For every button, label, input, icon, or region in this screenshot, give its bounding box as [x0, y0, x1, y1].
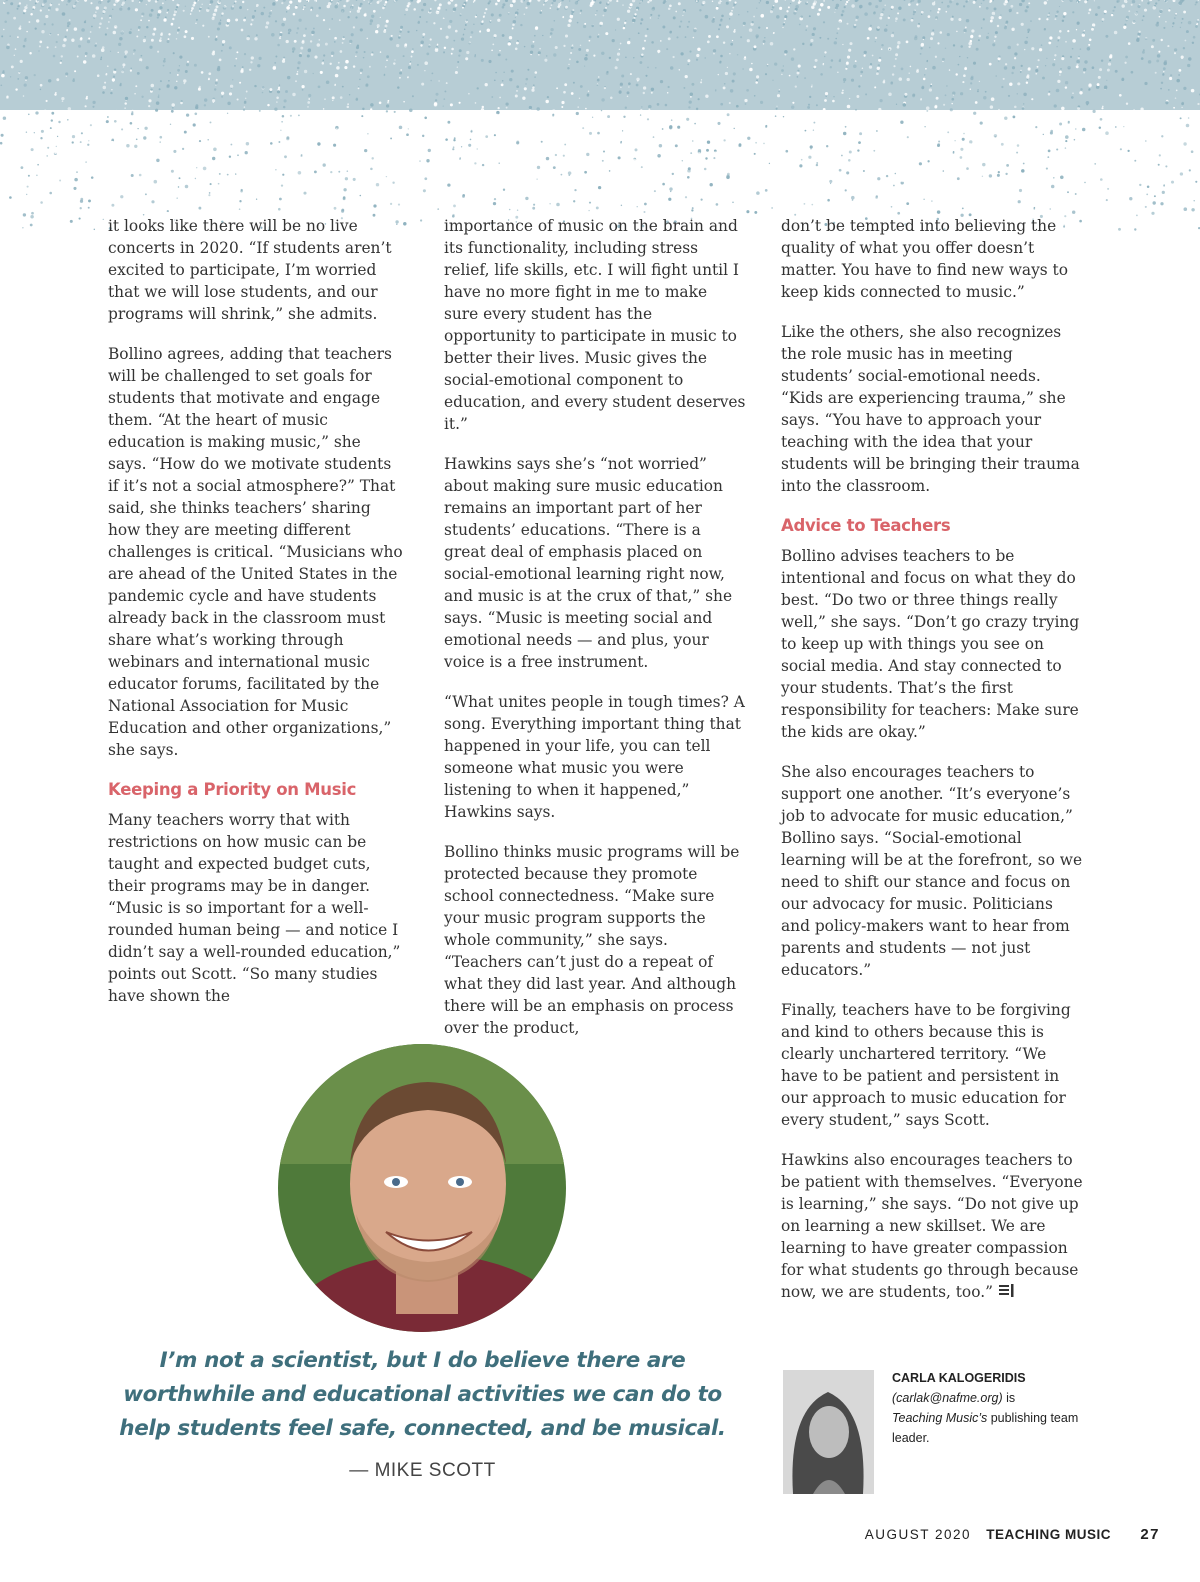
author-photo [783, 1370, 874, 1494]
pull-quote: I’m not a scientist, but I do believe there are worthwhile and educational activities we can do to help students feel safe, connected, and be musical. [119, 1348, 726, 1441]
page-number: 27 [1140, 1526, 1160, 1543]
paragraph: it looks like there will be no live concerts in 2020. “If students aren’t excited to participate, I’m worried that we will lose students, and our programs will shrink,” she admits. [108, 217, 392, 323]
paragraph: don’t be tempted into believing the quality of what you offer doesn’t matter. You have to find new ways to keep kids connected to music.” [781, 217, 1069, 301]
paragraph: Finally, teachers have to be forgiving and kind to others because this is clearly unchartered territory. “We have to be patient and persistent in our approach to music education for every student,” says Scott. [781, 1001, 1071, 1129]
paragraph: Many teachers worry that with restrictions on how music can be taught and expected budget cuts, their programs may be in danger. “Music is so important for a well-rounded human being — and notice I didn’t say a well-rounded education,” points out Scott. “So many studies have shown the [108, 811, 401, 1005]
section-heading-advice: Advice to Teachers [781, 516, 951, 535]
article-column-2 [444, 215, 746, 1057]
author-role: publishing team leader. [892, 1411, 1079, 1445]
section-heading-priority: Keeping a Priority on Music [108, 780, 357, 799]
author-name: CARLA KALOGERIDIS [892, 1371, 1026, 1385]
author-bio [892, 1368, 1092, 1448]
paragraph: importance of music on the brain and its functionality, including stress relief, life skills, etc. I will fight until I have no more fight in me to make sure every student has the opportunity to participate in music to better their lives. Music gives the social-emotional component to education, and every student deserves it.” [444, 217, 746, 433]
paragraph: Bollino advises teachers to be intentional and focus on what they do best. “Do two or three things really well,” she says. “Don’t go crazy trying to keep up with things you see on social media. And stay connected to your students. That’s the first responsibility for teachers: Make sure the kids are okay.” [781, 547, 1080, 741]
paragraph: Hawkins says she’s “not worried” about making sure music education remains an important part of her students’ educations. “There is a great deal of emphasis placed on social-emotional learning right now, and music is at the crux of that,” she says. “Music is meeting social and emotional needs — and plus, your voice is a free instrument. [444, 455, 733, 671]
paragraph-final [781, 1149, 1083, 1304]
paragraph-text: Hawkins also encourages teachers to be patient with themselves. “Everyone is learning,” she says. “Do not give up on learning a new skillset. We are learning to have greater compassion for what students go through because now, we are students, too.” [781, 1151, 1083, 1301]
author-publication: Teaching Music’s [892, 1411, 988, 1425]
paragraph: She also encourages teachers to support one another. “It’s everyone’s job to advocate for music education,” Bollino says. “Social-emotional learning will be at the forefront, so we need to shift our stance and focus on our advocacy for music. Politicians and policy-makers want to hear from parents and students — not just educators.” [781, 763, 1083, 979]
article-column-3 [781, 215, 1083, 1322]
footer-magazine: TEACHING MUSIC [986, 1527, 1112, 1542]
paragraph: Bollino thinks music programs will be protected because they promote school connectedness. “Make sure your music program supports the whole community,” she says. “Teachers can’t just do a repeat of what they did last year. And although there will be an emphasis on process over the product, [444, 843, 740, 1037]
author-email: (carlak@nafme.org) [892, 1391, 1003, 1405]
page-footer [865, 1526, 1160, 1543]
paragraph: Bollino agrees, adding that teachers will be challenged to set goals for students that motivate and engage them. “At the heart of music education is making music,” she says. “How do we motivate students if it’s not a social atmosphere?” That said, she thinks teachers’ sharing how they are meeting different challenges is critical. “Musicians who are ahead of the United States in the pandemic cycle and have students already back in the classroom must share what’s working through webinars and international music educator forums, facilitated by the National Association for Music Education and other organizations,” she says. [108, 345, 403, 759]
author-is: is [1006, 1391, 1016, 1405]
article-column-1 [108, 215, 404, 1025]
speckle-header-texture [0, 0, 1200, 240]
footer-date: AUGUST 2020 [864, 1527, 972, 1542]
end-of-article-icon [999, 1282, 1015, 1304]
paragraph: “What unites people in tough times? A song. Everything important thing that happened in your life, you can tell someone what music you were listening to when it happened,” Hawkins says. [444, 693, 745, 821]
pull-quote-attribution: — MIKE SCOTT [349, 1460, 496, 1481]
mike-scott-portrait [278, 1044, 566, 1332]
paragraph: Like the others, she also recognizes the role music has in meeting students’ social-emotional needs. “Kids are experiencing trauma,” she says. “You have to approach your teaching with the idea that your students will be bringing their trauma into the classroom. [781, 323, 1080, 495]
